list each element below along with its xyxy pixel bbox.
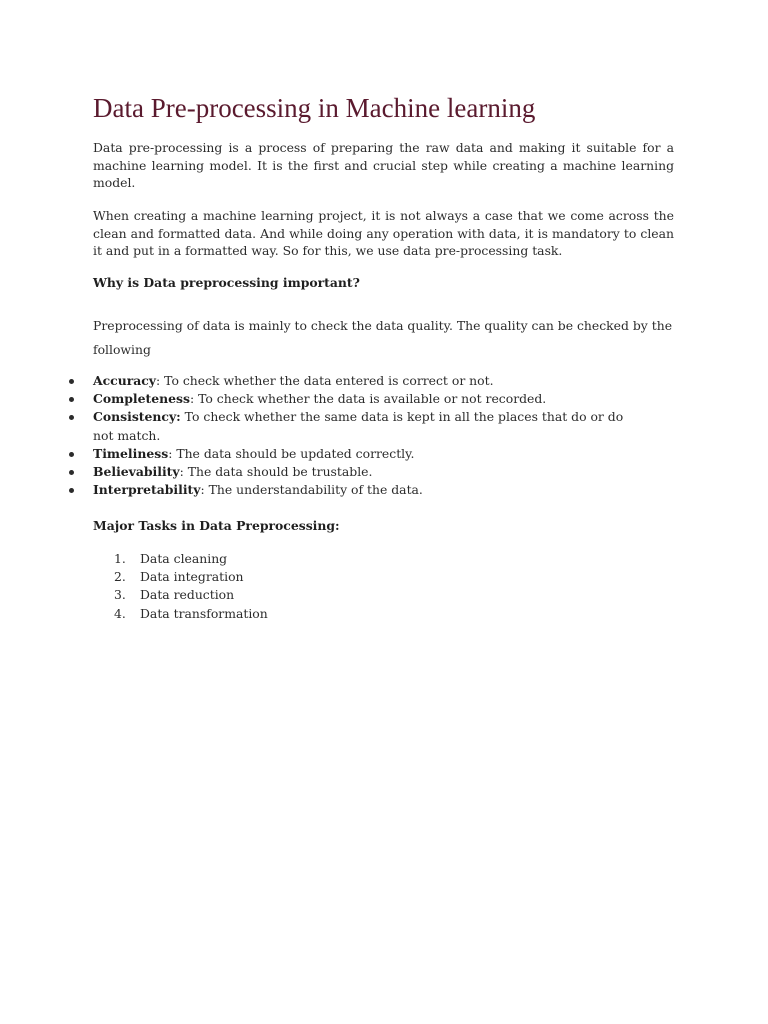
item-term: Timeliness bbox=[93, 445, 169, 461]
item-term: Completeness bbox=[93, 391, 190, 407]
task-label: Data integration bbox=[140, 569, 244, 585]
list-item bbox=[0, 568, 768, 586]
item-description: The data should be trustable. bbox=[183, 464, 373, 480]
task-label: Data reduction bbox=[140, 587, 235, 603]
intro-paragraph: Data pre-processing is a process of preparing the raw data and making it suitable for a machine learning model. It is the first and crucial step while creating a machine learning model. bbox=[93, 140, 674, 190]
item-separator: : bbox=[168, 445, 173, 461]
list-item bbox=[0, 408, 643, 444]
item-term: Believability bbox=[93, 464, 180, 480]
task-label: Data cleaning bbox=[140, 551, 228, 566]
bullet-icon bbox=[69, 488, 74, 493]
list-item bbox=[0, 586, 768, 604]
item-separator: : bbox=[189, 391, 195, 407]
list-item bbox=[0, 390, 643, 408]
project-paragraph: When creating a machine learning project, it is not always a case that we come across the clean and formatted data. And while doing any operation with data, it is mandatory to clean it and put in a formatted way. So for this, we use data pre-processing task. bbox=[93, 208, 674, 258]
item-separator: : bbox=[200, 482, 205, 498]
item-number: 3. bbox=[114, 587, 126, 603]
tasks-list bbox=[0, 550, 768, 623]
bullet-icon bbox=[69, 415, 74, 420]
item-term: Accuracy bbox=[93, 373, 157, 388]
item-number: 4. bbox=[114, 605, 126, 621]
item-description: To check whether the same data is kept in all the places that do or do not match. bbox=[93, 409, 624, 443]
document-title: Data Pre-processing in Machine learning bbox=[93, 93, 536, 123]
item-description: The data should be updated correctly. bbox=[172, 445, 415, 461]
task-label: Data transformation bbox=[140, 605, 268, 621]
list-item bbox=[0, 605, 768, 623]
item-separator: : bbox=[179, 464, 184, 480]
bullet-icon bbox=[69, 397, 74, 402]
list-item bbox=[0, 550, 768, 568]
list-item bbox=[0, 481, 643, 499]
item-description: To check whether the data entered is correct or not. bbox=[160, 373, 494, 388]
item-number: 1. bbox=[114, 551, 126, 566]
list-item bbox=[0, 372, 643, 390]
bullet-icon bbox=[69, 470, 74, 475]
tasks-heading: Major Tasks in Data Preprocessing: bbox=[93, 518, 340, 533]
why-heading: Why is Data preprocessing important? bbox=[93, 275, 360, 290]
list-item bbox=[0, 463, 643, 481]
quality-list bbox=[0, 372, 768, 499]
item-term: Consistency: bbox=[93, 409, 181, 425]
item-separator: : bbox=[156, 373, 161, 388]
bullet-icon bbox=[69, 379, 74, 384]
item-term: Interpretability bbox=[93, 482, 201, 498]
bullet-icon bbox=[69, 452, 74, 457]
item-description: The understandability of the data. bbox=[204, 482, 423, 498]
list-item bbox=[0, 445, 643, 463]
item-number: 2. bbox=[114, 569, 126, 585]
item-description: To check whether the data is available or not recorded. bbox=[194, 391, 547, 407]
quality-intro: Preprocessing of data is mainly to check the data quality. The quality can be checked by the following bbox=[93, 318, 673, 357]
